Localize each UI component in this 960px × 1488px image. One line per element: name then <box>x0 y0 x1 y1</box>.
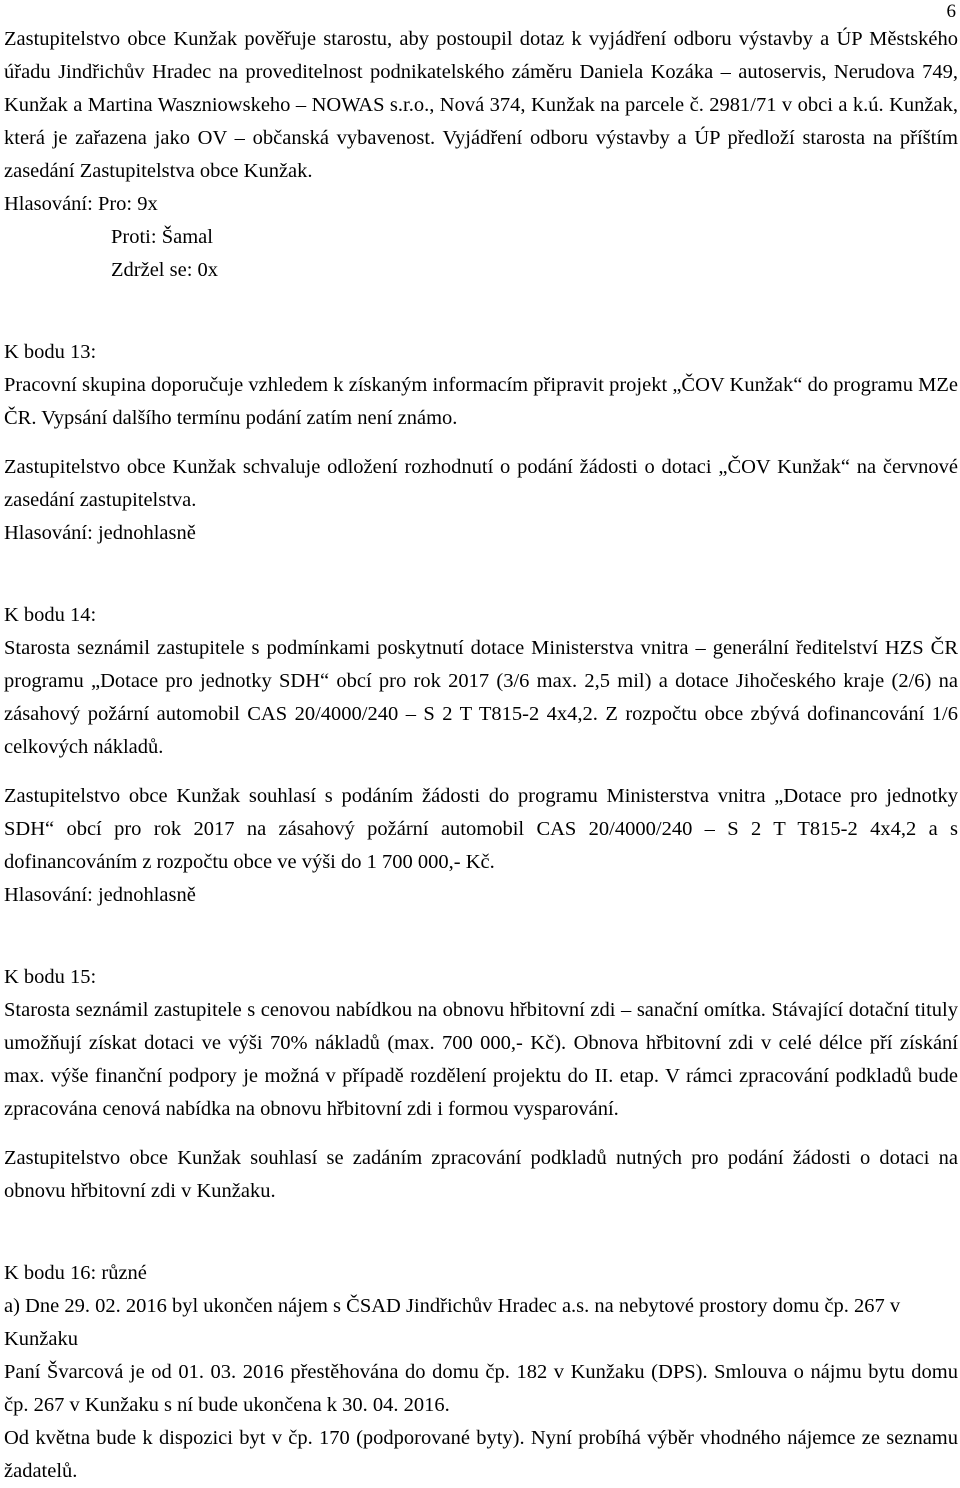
spacer <box>4 912 958 945</box>
item-13-vote: Hlasování: jednohlasně <box>4 522 196 544</box>
item-16-paragraph-a: a) Dne 29. 02. 2016 byl ukončen nájem s ČSAD Jindřichův Hradec a.s. na nebytové prostory domu čp. 267 v Kunžaku <box>4 1295 901 1350</box>
item-14-vote: Hlasování: jednohlasně <box>4 884 196 906</box>
item-16-paragraph-c: Od května bude k dispozici byt v čp. 170 (podporované byty). Nyní probíhá výběr vhodného nájemce ze seznamu žadatelů. <box>4 1427 958 1482</box>
item-16-paragraph-b: Paní Švarcová je od 01. 03. 2016 přestěhována do domu čp. 182 v Kunžaku (DPS). Smlouva o nájmu bytu domu čp. 267 v Kunžaku s ní bude ukončena k 30. 04. 2016. <box>4 1361 958 1416</box>
item-13-paragraph-1: Pracovní skupina doporučuje vzhledem k získaným informacím připravit projekt „ČOV Kunžak“ do programu MZe ČR. Vypsání dalšího termínu podání zatím není známo. <box>4 374 958 429</box>
spacer <box>4 945 958 961</box>
spacer <box>4 320 958 336</box>
item-13-heading: K bodu 13: <box>4 341 97 363</box>
spacer <box>4 764 958 780</box>
spacer <box>4 435 958 451</box>
item-14-paragraph-2: Zastupitelstvo obce Kunžak souhlasí s podáním žádosti do programu Ministerstva vnitra „Dotace pro jednotky SDH“ obcí pro rok 2017 na zásahový požární automobil CAS 20/4000/240 – S 2 T T815-2 4x4,2 a s dofinancováním z rozpočtu obce ve výši do 1 700 000,- Kč. <box>4 785 958 873</box>
item-13-paragraph-2: Zastupitelstvo obce Kunžak schvaluje odložení rozhodnutí o podání žádosti o dotaci „ČOV Kunžak“ na červnové zasedání zastupitelstva. <box>4 456 958 511</box>
item-15-heading: K bodu 15: <box>4 966 97 988</box>
spacer <box>4 550 958 583</box>
vote-for: Hlasování: Pro: 9x <box>4 193 158 215</box>
item-14-paragraph-1: Starosta seznámil zastupitele s podmínkami poskytnutí dotace Ministerstva vnitra – generální ředitelství HZS ČR programu „Dotace pro jednotky SDH“ obcí pro rok 2017 (3/6 max. 2,5 mil) a dotace Jihočeského kraje (2/6) na zásahový požární automobil CAS 20/4000/240 – S 2 T T815-2 4x4,2. Z rozpočtu obce zbývá dofinancování 1/6 celkových nákladů. <box>4 637 958 758</box>
item-15-paragraph-2: Zastupitelstvo obce Kunžak souhlasí se zadáním zpracování podkladů nutných pro podání žádosti o dotaci na obnovu hřbitovní zdi v Kunžaku. <box>4 1147 958 1202</box>
resolution-paragraph: Zastupitelstvo obce Kunžak pověřuje starostu, aby postoupil dotaz k vyjádření odboru výstavby a ÚP Městského úřadu Jindřichův Hradec na proveditelnost podnikatelského záměru Daniela Kozáka – autoservis, Nerudova 749, Kunžak a Martina Waszniowskeho – NOWAS s.r.o., Nová 374, Kunžak na parcele č. 2981/71 v obci a k.ú. Kunžak, která je zařazena jako OV – občanská vybavenost. Vyjádření odboru výstavby a ÚP předloží starosta na příštím zasedání Zastupitelstva obce Kunžak. <box>4 28 958 182</box>
document-body <box>4 23 958 1488</box>
spacer <box>4 1126 958 1142</box>
item-14-heading: K bodu 14: <box>4 604 97 626</box>
item-15-paragraph-1: Starosta seznámil zastupitele s cenovou nabídkou na obnovu hřbitovní zdi – sanační omítka. Stávající dotační tituly umožňují získat dotaci ve výši 70% nákladů (max. 700 000,- Kč). Obnova hřbitovní zdi v celé délce pří získání max. výše finanční podpory je možná v případě rozdělení projektu do II. etap. V rámci zpracování podkladů bude zpracována cenová nabídka na obnovu hřbitovní zdi i formou vysparování. <box>4 999 958 1120</box>
spacer <box>4 1208 958 1241</box>
spacer <box>4 583 958 599</box>
spacer <box>4 287 958 320</box>
vote-abstain: Zdržel se: 0x <box>111 259 219 281</box>
page-number: 6 <box>946 1 956 22</box>
vote-against: Proti: Šamal <box>111 226 213 248</box>
spacer <box>4 1241 958 1257</box>
item-16-heading: K bodu 16: různé <box>4 1262 147 1284</box>
